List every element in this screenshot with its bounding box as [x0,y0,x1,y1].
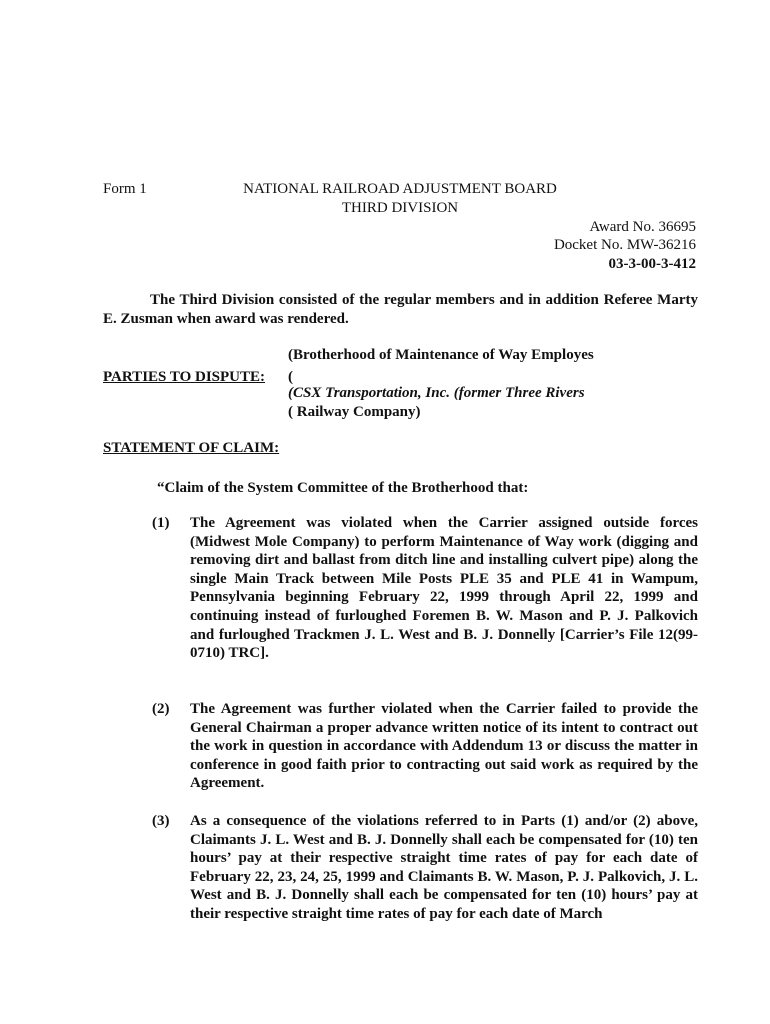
claim-item-number: (3) [152,813,170,829]
claim-item-text: As a consequence of the violations referred to in Parts (1) and/or (2) above, Claimants J. L. West and B. J. Donnelly shall each be compensated for (10) ten hours’ pay at their respective straight time rates of pay for each date of February 22, 23, 24, 25, 1999 and Claimants B. W. Mason, P. J. Palkovich, J. L. West and B. J. Donnelly shall each be compensated for ten (10) hours’ pay at their respective straight time rates of pay for each date of March [190,813,698,922]
claim-item-text: The Agreement was further violated when the Carrier failed to provide the General Chairman a proper advance written notice of its intent to contract out the work in question in accordance with Addendum 13 or discuss the matter in conference in good faith prior to contracting out said work as required by the Agreement. [190,701,698,792]
claim-intro: “Claim of the System Committee of the Brotherhood that: [157,480,529,496]
board-name: NATIONAL RAILROAD ADJUSTMENT BOARD [243,181,557,197]
claim-item [152,812,698,962]
docket-number: Docket No. MW-36216 [553,237,696,253]
party-b-line2: ( Railway Company) [288,404,421,420]
party-b-line1: (CSX Transportation, Inc. (former Three Rivers [288,385,585,401]
claim-item [152,514,698,689]
award-number: Award No. 36695 [589,219,696,235]
claim-item-number: (1) [152,515,170,531]
parties-label: PARTIES TO DISPUTE: [103,369,266,385]
party-a: (Brotherhood of Maintenance of Way Employes [288,347,594,363]
form-label: Form 1 [103,181,147,197]
intro-paragraph: The Third Division consisted of the regular members and in addition Referee Marty E. Zusman when award was rendered. [103,292,698,327]
claim-item-text: The Agreement was violated when the Carrier assigned outside forces (Midwest Mole Company) to perform Maintenance of Way work (digging and removing dirt and ballast from ditch line and installing culvert pipe) along the single Main Track between Mile Posts PLE 35 and PLE 41 in Wampum, Pennsylvania beginning February 22, 1999 through April 22, 1999 and continuing instead of furloughed Foremen B. W. Mason and P. J. Palkovich and furloughed Trackmen J. L. West and B. J. Donnelly [Carrier’s File 12(99-0710) TRC]. [190,515,698,662]
claim-item-number: (2) [152,701,170,717]
party-separator: ( [288,369,293,385]
statement-of-claim-heading: STATEMENT OF CLAIM: [103,440,280,456]
claim-item [152,700,698,796]
division-name: THIRD DIVISION [341,200,459,216]
case-number: 03-3-00-3-412 [608,256,696,272]
